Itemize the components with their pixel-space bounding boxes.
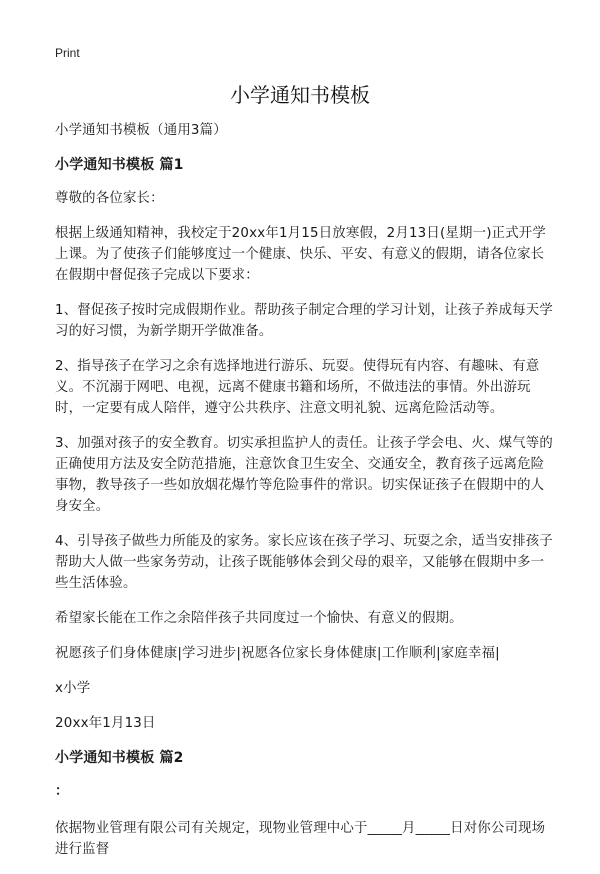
document-title: 小学通知书模板 <box>230 83 370 107</box>
section-heading-1: 小学通知书模板 篇1 <box>55 157 184 173</box>
requirement-item-3: 3、加强对孩子的安全教育。切实承担监护人的责任。让孩子学会电、火、煤气等的正确使用方法及安全防范措施，注意饮食卫生安全、交通安全，教育孩子远离危险事物，教导孩子一些如放烟花爆竹等危险事件的常识。切实保证孩子在假期中的人身安全。 <box>55 436 553 514</box>
signature: x小学 <box>55 681 91 696</box>
greeting: 尊敬的各位家长： <box>55 191 164 206</box>
wishes-line: 祝愿孩子们身体健康|学习进步|祝愿各位家长身体健康|工作顺利|家庭幸福| <box>55 646 500 661</box>
closing-paragraph: 希望家长能在工作之余陪伴孩子共同度过一个愉快、有意义的假期。 <box>55 611 463 626</box>
intro-paragraph: 根据上级通知精神，我校定于20xx年1月15日放寒假，2月13日(星期一)正式开学上课。为了使孩子们能够度过一个健康、快乐、平安、有意义的假期，请各位家长在假期中督促孩子完成以下要求： <box>55 226 546 283</box>
document-body <box>55 120 555 874</box>
requirement-item-2: 2、指导孩子在学习之余有选择地进行游乐、玩耍。使得玩有内容、有趣味、有意义。不沉溺于网吧、电视，远离不健康书籍和场所，不做违法的事情。外出游玩时，一定要有成人陪伴，遵守公共秩序、注意文明礼貌、远离危险活动等。 <box>55 359 540 416</box>
section-2-marker: ： <box>55 784 69 799</box>
notice-date: 20xx年1月13日 <box>55 716 156 731</box>
print-link[interactable]: Print <box>55 46 80 60</box>
section-heading-2: 小学通知书模板 篇2 <box>55 750 184 766</box>
requirement-item-4: 4、引导孩子做些力所能及的家务。家长应该在孩子学习、玩耍之余，适当安排孩子帮助大人做一些家务劳动，让孩子既能够体会到父母的艰辛，又能够在假期中多一些生活体验。 <box>55 534 553 591</box>
document-subtitle: 小学通知书模板（通用3篇） <box>55 123 227 138</box>
requirement-item-1: 1、督促孩子按时完成假期作业。帮助孩子制定合理的学习计划，让孩子养成每天学习的好习惯，为新学期开学做准备。 <box>55 303 553 339</box>
section-2-body: 依据物业管理有限公司有关规定，现物业管理中心于_____月_____日对你公司现场进行监督 <box>55 821 546 857</box>
